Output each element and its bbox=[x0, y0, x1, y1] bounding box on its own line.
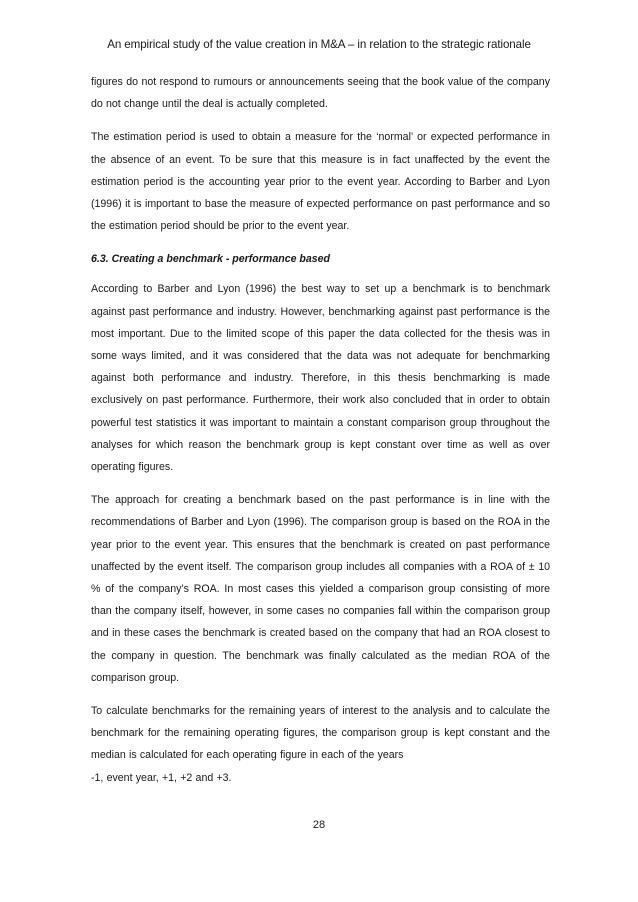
document-body bbox=[91, 71, 550, 789]
paragraph-comparison-group: The approach for creating a benchmark based on the past performance is in line with the recommendations of Barber and Lyon (1996). The comparison group is based on the ROA in the year prior to the event year. This ensures that the benchmark is created on past performance unaffected by the event itself. The comparison group includes all companies with a ROA of ± 10 % of the company’s ROA. In most cases this yielded a comparison group consisting of more than the company itself, however, in some cases no companies fall within the comparison group and in these cases the benchmark is created based on the company that had an ROA closest to the company in question. The benchmark was finally calculated as the median ROA of the comparison group. bbox=[91, 494, 550, 684]
page-number: 28 bbox=[312, 819, 326, 831]
paragraph-remaining-years-main: To calculate benchmarks for the remaining years of interest to the analysis and to calculate the benchmark for the remaining operating figures, the comparison group is kept constant and the median is calculated for each operating figure in each of the years bbox=[91, 705, 550, 762]
paragraph-book-value: figures do not respond to rumours or announcements seeing that the book value of the company do not change until the deal is actually completed. bbox=[91, 76, 550, 111]
section-heading-6-3: 6.3. Creating a benchmark - performance based bbox=[91, 253, 331, 266]
paragraph-benchmark-approach: According to Barber and Lyon (1996) the best way to set up a benchmark is to benchmark against past performance and industry. However, benchmarking against past performance is the most important. Due to the limited scope of this paper the data collected for the thesis was in some ways limited, and it was considered that the data was not adequate for benchmarking against both performance and industry. Therefore, in this thesis benchmarking is made exclusively on past performance. Furthermore, their work also concluded that in order to obtain powerful test statistics it was important to maintain a constant comparison group throughout the analyses for which reason the benchmark group is kept constant over time as well as over operating figures. bbox=[91, 283, 550, 474]
paragraph-estimation-period: The estimation period is used to obtain a measure for the ‘normal’ or expected performance in the absence of an event. To be sure that this measure is in fact unaffected by the event the estimation period is the accounting year prior to the event year. According to Barber and Lyon (1996) it is important to base the measure of expected performance on past performance and so the estimation period should be prior to the event year. bbox=[91, 131, 550, 233]
paragraph-remaining-years bbox=[91, 700, 550, 789]
paragraph-remaining-years-list: -1, event year, +1, +2 and +3. bbox=[91, 771, 232, 784]
running-header: An empirical study of the value creation in M&A – in relation to the strategic rationale bbox=[107, 38, 531, 51]
